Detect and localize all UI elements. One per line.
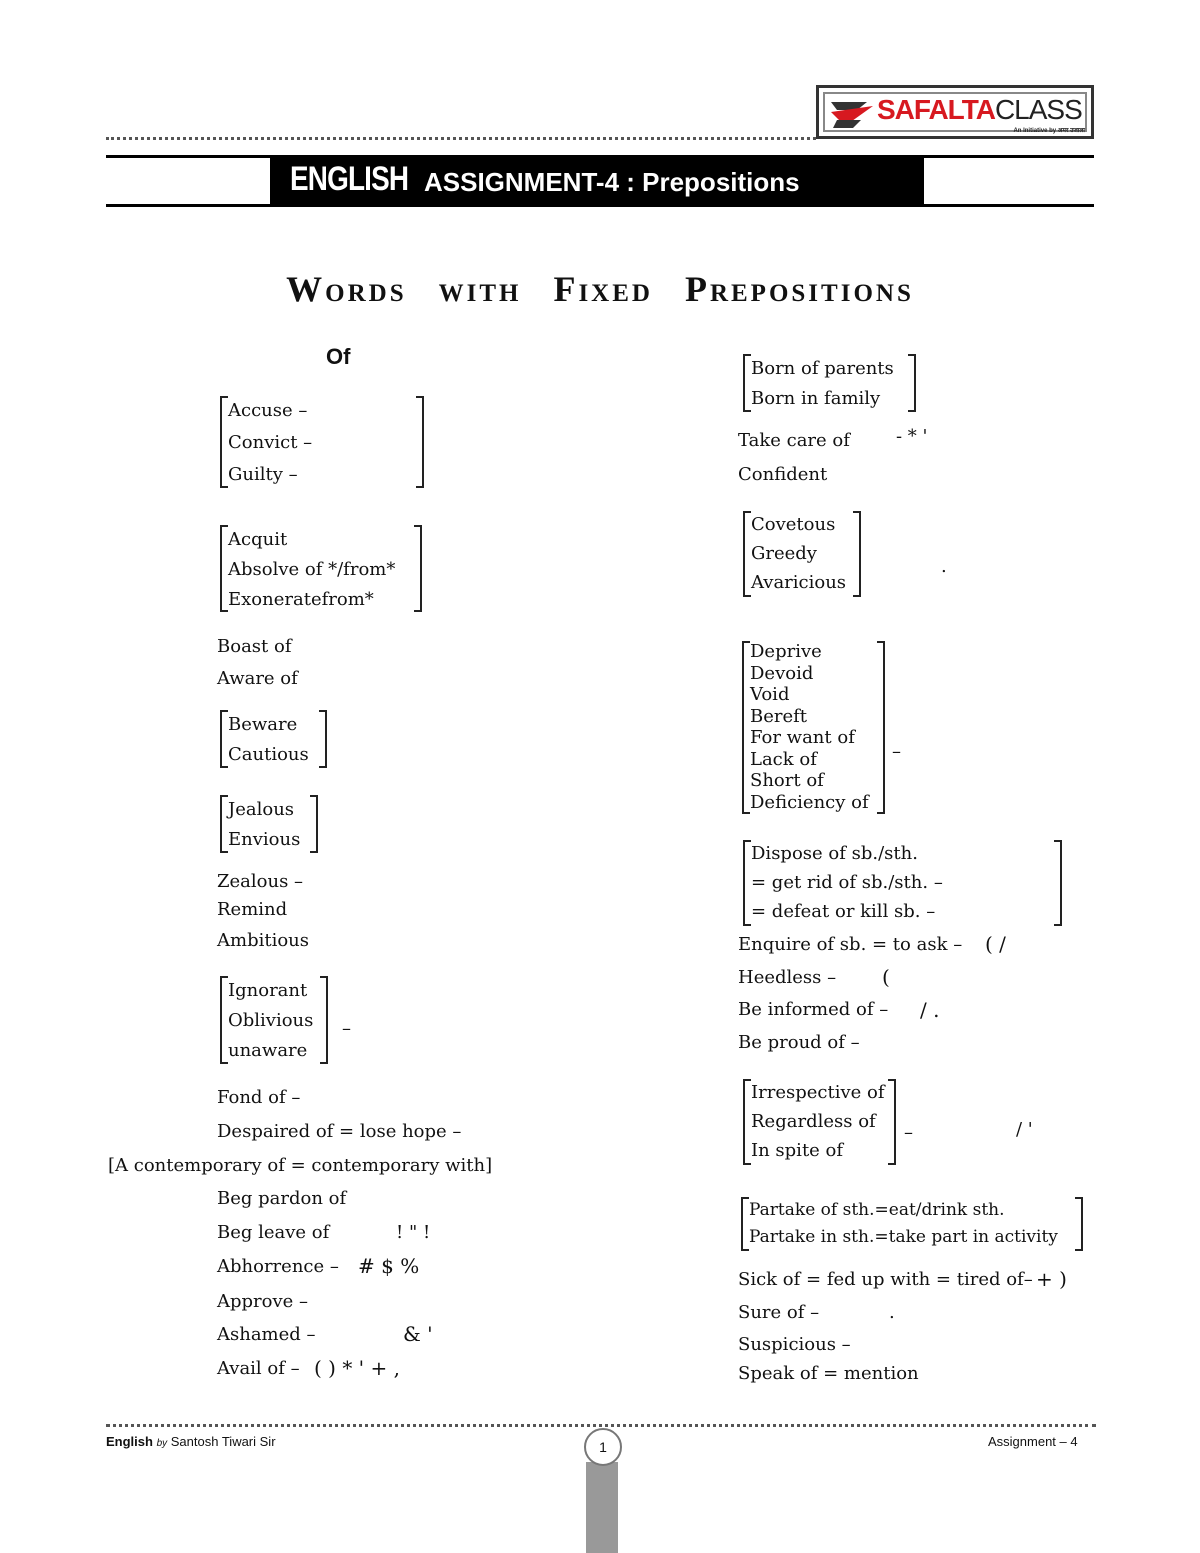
abhorrence-tail: # $ % — [358, 1254, 420, 1278]
be-informed-of: Be informed of – — [738, 999, 889, 1020]
remind: Remind — [217, 899, 288, 920]
deprive-dash: – — [892, 741, 901, 762]
irrespective-tail: / ' — [1016, 1119, 1033, 1140]
abhorrence: Abhorrence – — [217, 1256, 339, 1277]
boast-of: Boast of — [217, 636, 292, 657]
avail-of: Avail of – — [217, 1358, 300, 1379]
banner-assignment: ASSIGNMENT-4 : Prepositions — [424, 167, 800, 197]
heedless: Heedless – — [738, 967, 837, 988]
beg-leave-of: Beg leave of — [217, 1222, 330, 1243]
left-group-accuse: Accuse – Convict – Guilty – — [228, 396, 422, 488]
contemporary-of: [A contemporary of = contemporary with] — [108, 1155, 493, 1176]
brand-logo — [816, 85, 1094, 139]
right-group-irrespective: Irrespective of Regardless of In spite of — [751, 1079, 894, 1165]
be-proud-of: Be proud of – — [738, 1032, 860, 1053]
enquire-of: Enquire of sb. = to ask – — [738, 934, 963, 955]
logo-emblem-icon — [827, 96, 875, 130]
logo-tagline: An Initiative by अमर उजाला — [1013, 128, 1085, 134]
speak-of: Speak of = mention — [738, 1363, 919, 1384]
zealous: Zealous – — [217, 871, 304, 892]
sick-tail: + ) — [1036, 1267, 1067, 1291]
be-informed-tail: / . — [920, 998, 940, 1022]
confident: Confident — [738, 464, 828, 485]
right-group-partake: Partake of sth.=eat/drink sth. Partake in sth.=take part in activity — [749, 1197, 1081, 1251]
page-number: 1 — [584, 1428, 622, 1466]
page-number-tab — [586, 1462, 618, 1553]
aware-of: Aware of — [217, 668, 298, 689]
footer-credit: English by Santosh Tiwari Sir — [106, 1434, 276, 1449]
header-dotted-rule — [106, 137, 816, 140]
covetous-tail: . — [941, 556, 947, 577]
enquire-tail: ( / — [985, 932, 1006, 956]
right-group-born: Born of parents Born in family — [751, 354, 914, 412]
irrespective-dash: – — [904, 1122, 913, 1143]
footer-dotted-rule — [106, 1424, 1096, 1427]
left-group-beware: Beware Cautious — [228, 710, 325, 768]
beg-leave-tail: ! " ! — [396, 1222, 431, 1243]
page-title: Words with Fixed Prepositions — [286, 269, 914, 309]
left-group-acquit: Acquit Absolve of */from* Exoneratefrom* — [228, 525, 420, 612]
left-group-jealous: Jealous Envious — [228, 795, 316, 853]
take-care-tail: - * ' — [896, 426, 928, 447]
logo-wordmark: SAFALTACLASS — [877, 94, 1082, 125]
take-care-of: Take care of — [738, 430, 850, 451]
beg-pardon-of: Beg pardon of — [217, 1188, 347, 1209]
suspicious: Suspicious – — [738, 1334, 851, 1355]
banner-subject: ENGLISH — [290, 160, 409, 198]
ashamed-tail: & ' — [403, 1322, 433, 1346]
avail-tail: ( ) * ' + , — [314, 1356, 401, 1380]
ashamed: Ashamed – — [217, 1324, 316, 1345]
fond-of: Fond of – — [217, 1087, 301, 1108]
approve: Approve – — [217, 1291, 309, 1312]
ambitious: Ambitious — [217, 930, 310, 951]
left-group-ignorant: Ignorant Oblivious unaware — [228, 976, 326, 1064]
footer-assignment: Assignment – 4 — [988, 1434, 1078, 1449]
assignment-banner — [270, 158, 924, 206]
section-heading-of: Of — [326, 344, 351, 369]
despaired-of: Despaired of = lose hope – — [217, 1121, 462, 1142]
heedless-tail: ( — [882, 965, 890, 989]
sick-of: Sick of = fed up with = tired of– — [738, 1269, 1033, 1290]
right-group-deprive: Deprive Devoid Void Bereft For want of Lack of Short of Deficiency of — [750, 641, 883, 814]
ignorant-dash: – — [342, 1018, 351, 1039]
sure-tail: . — [889, 1302, 895, 1323]
right-group-dispose: Dispose of sb./sth. = get rid of sb./sth. – = defeat or kill sb. – — [751, 840, 1060, 926]
sure-of: Sure of – — [738, 1302, 820, 1323]
right-group-covetous: Covetous Greedy Avaricious — [751, 511, 859, 597]
